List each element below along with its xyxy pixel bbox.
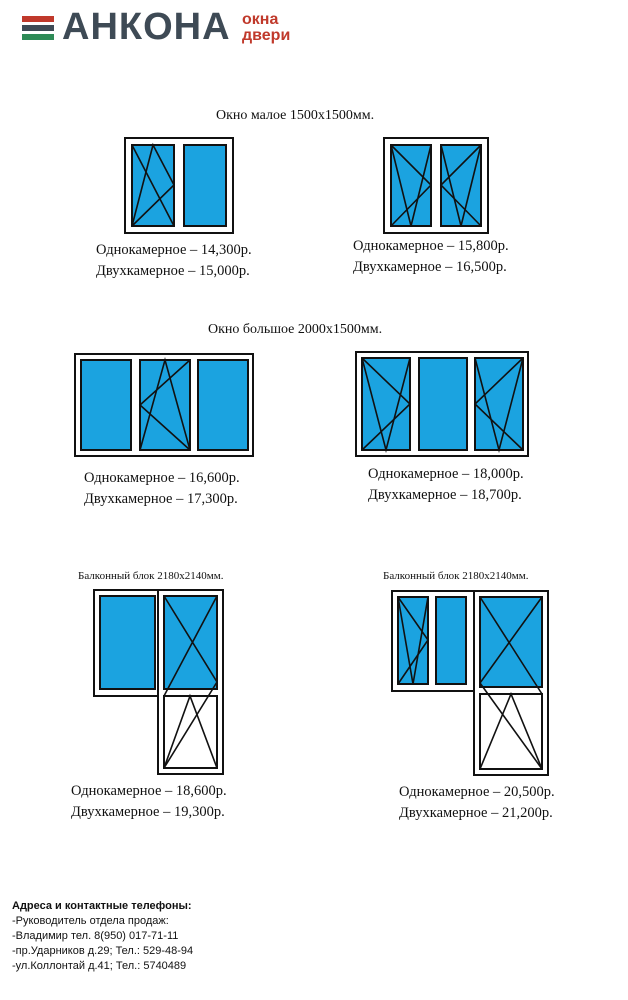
tagline-line-1: окна xyxy=(242,11,279,28)
contact-line: -Владимир тел. 8(950) 017-71-11 xyxy=(12,930,179,942)
price-single-chamber: Однокамерное – 15,800р. xyxy=(353,238,509,254)
price-double-chamber: Двухкамерное – 16,500р. xyxy=(353,259,507,275)
price-single-chamber: Однокамерное – 18,000р. xyxy=(368,466,524,482)
price-single-chamber: Однокамерное – 14,300р. xyxy=(96,242,252,258)
window-small-2-drawing xyxy=(383,137,489,234)
section-heading-small-window: Окно малое 1500х1500мм. xyxy=(216,108,375,123)
price-double-chamber: Двухкамерное – 21,200р. xyxy=(399,805,553,821)
section-heading-large-window: Окно большое 2000х1500мм. xyxy=(208,322,383,337)
window-small-1-drawing xyxy=(124,137,234,234)
contact-line: -ул.Коллонтай д.41; Тел.: 5740489 xyxy=(12,960,187,972)
balcony-block-1-drawing xyxy=(93,589,225,775)
tagline-line-2: двери xyxy=(242,27,291,44)
window-large-2-drawing xyxy=(355,351,529,457)
section-heading-balcony-2: Балконный блок 2180х2140мм. xyxy=(383,570,529,582)
price-double-chamber: Двухкамерное – 18,700р. xyxy=(368,487,522,503)
price-double-chamber: Двухкамерное – 17,300р. xyxy=(84,491,238,507)
price-double-chamber: Двухкамерное – 19,300р. xyxy=(71,804,225,820)
price-single-chamber: Однокамерное – 16,600р. xyxy=(84,470,240,486)
price-single-chamber: Однокамерное – 20,500р. xyxy=(399,784,555,800)
window-large-1-drawing xyxy=(74,353,254,457)
contact-line: -пр.Ударников д.29; Тел.: 529-48-94 xyxy=(12,945,194,957)
brand-tagline xyxy=(242,12,290,44)
logo-icon xyxy=(22,16,54,44)
contacts-block xyxy=(12,899,193,974)
contacts-title: Адреса и контактные телефоны: xyxy=(12,900,192,912)
balcony-block-2-drawing xyxy=(391,590,549,776)
price-double-chamber: Двухкамерное – 15,000р. xyxy=(96,263,250,279)
brand-name: АНКОНА xyxy=(62,6,231,48)
price-single-chamber: Однокамерное – 18,600р. xyxy=(71,783,227,799)
section-heading-balcony-1: Балконный блок 2180х2140мм. xyxy=(78,570,224,582)
contact-line: -Руководитель отдела продаж: xyxy=(12,915,169,927)
